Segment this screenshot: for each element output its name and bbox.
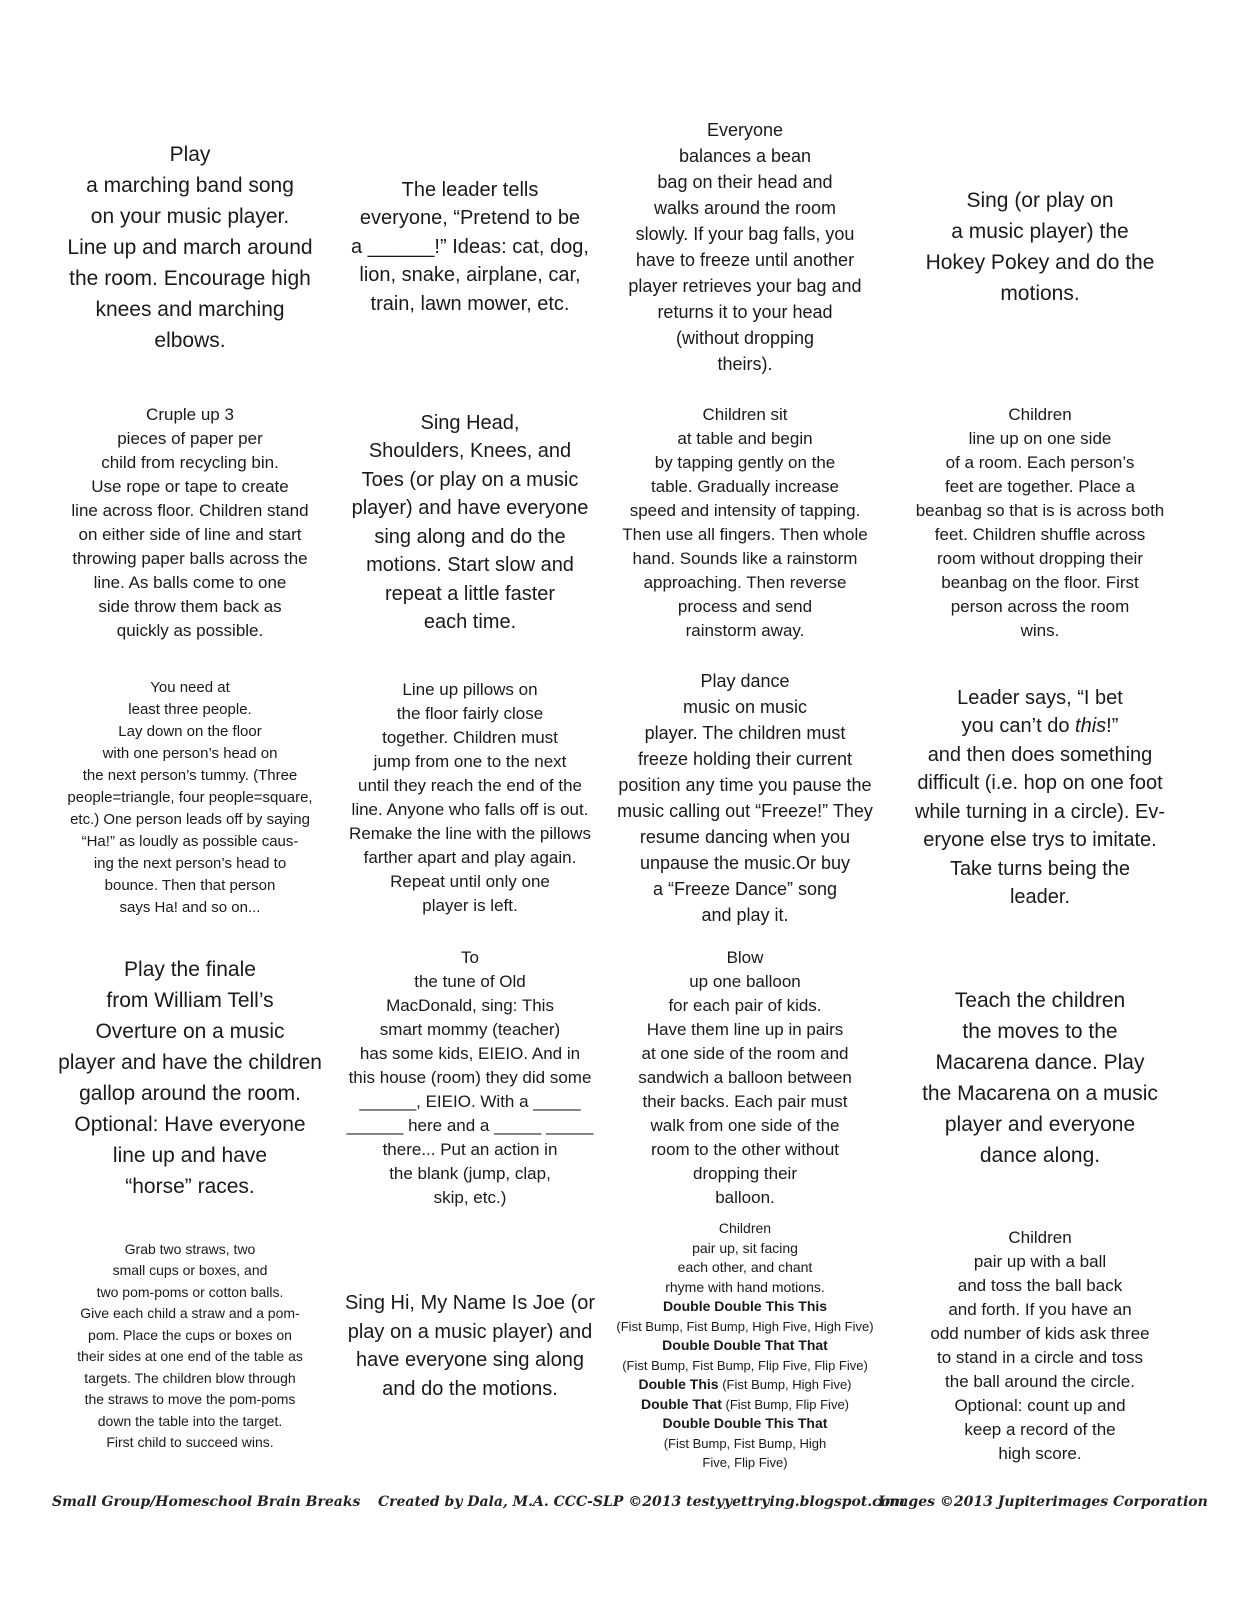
card-hi-joe xyxy=(330,1215,610,1477)
card-line: and do the motions. xyxy=(382,1377,558,1400)
card-i-bet-emphasis: this xyxy=(1075,715,1107,737)
card-line: their sides at one end of the table as xyxy=(77,1348,303,1364)
card-line: Everyone xyxy=(706,120,784,140)
card-line: odd number of kids ask three xyxy=(930,1324,1150,1343)
card-line: beanbag on the floor. First xyxy=(941,572,1139,592)
card-line: the room. Encourage high xyxy=(69,266,311,290)
card-line: Take turns being the xyxy=(949,857,1131,880)
card-line: Line up and march around xyxy=(67,235,313,259)
card-line: unpause the music.Or buy xyxy=(639,852,851,873)
card-rainstorm xyxy=(605,395,885,650)
card-line: have to freeze until another xyxy=(635,250,855,270)
card-line: high score. xyxy=(998,1444,1082,1463)
card-line: side throw them back as xyxy=(98,596,282,616)
card-line: for each pair of kids. xyxy=(668,996,822,1015)
card-line: and toss the ball back xyxy=(957,1276,1123,1295)
card-line: Sing Hi, My Name Is Joe (or xyxy=(344,1292,596,1314)
card-line: returns it to your head xyxy=(657,302,833,322)
card-line: theirs). xyxy=(717,354,773,374)
card-i-bet xyxy=(885,665,1195,930)
card-line: beanbag so that is is across both xyxy=(915,500,1165,520)
card-line: at table and begin xyxy=(677,428,813,448)
card-line: has some kids, EIEIO. And in xyxy=(359,1044,581,1063)
card-line: Blow xyxy=(726,948,764,967)
card-line: line up on one side xyxy=(968,428,1112,448)
card-line: music calling out “Freeze!” They xyxy=(617,800,873,821)
card-line: ing the next person’s head to xyxy=(93,854,287,872)
card-line: Teach the children xyxy=(954,989,1126,1012)
card-line: motions. Start slow and xyxy=(366,554,574,576)
card-line: slowly. If your bag falls, you xyxy=(635,224,855,244)
card-line: pieces of paper per xyxy=(117,428,263,448)
card-line: with one person’s head on xyxy=(102,744,278,762)
chant-line: Double Double This That xyxy=(662,1415,828,1432)
card-line: walk from one side of the xyxy=(650,1116,840,1135)
card-line: position any time you pause the xyxy=(618,774,872,795)
card-line: etc.) One person leads off by saying xyxy=(70,810,310,828)
card-line: the tune of Old xyxy=(414,972,526,991)
card-line: the blank (jump, clap, xyxy=(389,1164,551,1183)
card-line: sandwich a balloon between xyxy=(638,1068,852,1087)
card-line: while turning in a circle). Ev- xyxy=(914,800,1166,823)
card-line: player and everyone xyxy=(944,1113,1136,1136)
card-line: targets. The children blow through xyxy=(84,1369,296,1386)
card-line: Line up pillows on xyxy=(402,679,538,699)
card-line: player retrieves your bag and xyxy=(628,276,862,296)
card-line: the moves to the xyxy=(962,1020,1118,1043)
card-line: there... Put an action in xyxy=(382,1140,558,1159)
card-line: Then use all fingers. Then whole xyxy=(622,524,868,544)
card-line: ______ here and a _____ _____ xyxy=(346,1116,594,1135)
card-ball-toss xyxy=(885,1215,1195,1477)
card-line: Give each child a straw and a pom- xyxy=(80,1305,300,1321)
card-line: line across floor. Children stand xyxy=(71,500,309,520)
card-line: the floor fairly close xyxy=(396,703,544,723)
card-line: “Ha!” as loudly as possible caus- xyxy=(81,832,299,850)
card-line: Play dance xyxy=(700,670,790,691)
card-line: their backs. Each pair must xyxy=(642,1092,848,1111)
card-line: resume dancing when you xyxy=(639,826,851,847)
card-line: The leader tells xyxy=(401,178,539,201)
chant-words: Double This xyxy=(638,1376,719,1393)
card-line: (without dropping xyxy=(675,328,815,348)
card-line: MacDonald, sing: This xyxy=(386,996,554,1015)
card-line: line up and have xyxy=(112,1144,268,1167)
card-line: player and have the children xyxy=(58,1051,322,1074)
card-line: rainstorm away. xyxy=(685,620,805,640)
card-line: by tapping gently on the xyxy=(654,452,836,472)
card-line: at one side of the room and xyxy=(641,1044,849,1063)
card-line: elbows. xyxy=(154,328,226,352)
chant-motions: (Fist Bump, Fist Bump, Flip Five, Flip Five) xyxy=(622,1357,868,1373)
card-line: the straws to move the pom-poms xyxy=(84,1391,296,1407)
card-line: bag on their head and xyxy=(657,172,833,192)
card-line: Lay down on the floor xyxy=(118,722,262,740)
card-line: until they reach the end of the xyxy=(358,775,582,795)
card-line: hand. Sounds like a rainstorm xyxy=(632,548,858,568)
card-line: a marching band song xyxy=(86,173,294,197)
card-line: a “Freeze Dance” song xyxy=(652,878,838,899)
card-line: Play the finale xyxy=(124,958,256,981)
card-line: bounce. Then that person xyxy=(104,876,276,894)
card-line: Children xyxy=(718,1220,772,1237)
chant-line: Double Double That That xyxy=(662,1337,828,1354)
card-line: To xyxy=(461,948,479,967)
card-line: from William Tell’s xyxy=(106,989,274,1012)
card-balloon xyxy=(605,938,885,1218)
card-line: player) and have everyone xyxy=(351,497,589,519)
card-line: Hokey Pokey and do the xyxy=(925,251,1155,274)
card-marching-band xyxy=(40,112,340,382)
card-line: feet are together. Place a xyxy=(945,476,1135,496)
card-i-bet-text: !” xyxy=(1106,715,1119,737)
card-ha-game xyxy=(40,665,340,930)
card-line: skip, etc.) xyxy=(433,1188,507,1207)
card-line: each other, and chant xyxy=(677,1259,813,1276)
card-line: of a room. Each person’s xyxy=(945,452,1135,472)
card-line: player is left. xyxy=(422,895,518,915)
card-line: least three people. xyxy=(128,700,252,718)
card-line: to stand in a circle and toss xyxy=(936,1348,1143,1367)
card-i-bet-line xyxy=(962,712,1119,741)
card-line: Optional: Have everyone xyxy=(74,1113,306,1136)
card-line: on either side of line and start xyxy=(78,524,302,544)
card-line: the next person’s tummy. (Three xyxy=(82,766,298,784)
card-line: the Macarena on a music xyxy=(922,1082,1158,1105)
chant-motions: (Fist Bump, Fist Bump, High Five, High Five) xyxy=(616,1318,874,1334)
card-line: play on a music player) and xyxy=(347,1320,593,1343)
card-line: farther apart and play again. xyxy=(363,847,577,867)
card-i-bet-rest xyxy=(915,741,1165,912)
card-line: wins. xyxy=(1020,620,1060,640)
card-line: feet. Children shuffle across xyxy=(934,524,1146,544)
card-line: quickly as possible. xyxy=(116,620,264,640)
card-line: down the table into the target. xyxy=(97,1412,283,1429)
card-pretend xyxy=(330,112,610,382)
card-line: lion, snake, airplane, car, xyxy=(359,264,581,287)
card-line: repeat a little faster xyxy=(384,582,556,605)
card-line: eryone else trys to imitate. xyxy=(923,829,1157,851)
chant-motions: (Fist Bump, Fist Bump, High xyxy=(663,1435,827,1451)
card-double-chant xyxy=(605,1215,885,1477)
card-line: First child to succeed wins. xyxy=(106,1434,274,1450)
card-line: Overture on a music xyxy=(95,1020,285,1043)
card-line: Have them line up in pairs xyxy=(646,1020,844,1039)
card-line: walks around the room xyxy=(653,198,837,218)
chant-motions: Five, Flip Five) xyxy=(702,1455,788,1471)
card-i-bet-line: Leader says, “I bet xyxy=(957,686,1123,709)
card-line: up one balloon xyxy=(689,972,801,991)
card-line: Sing (or play on xyxy=(966,189,1114,212)
card-line: and forth. If you have an xyxy=(948,1300,1132,1319)
card-line: Macarena dance. Play xyxy=(935,1051,1145,1074)
card-beanbag-feet xyxy=(885,395,1195,650)
card-line: motions. xyxy=(1000,282,1080,305)
card-line: small cups or boxes, and xyxy=(112,1262,268,1278)
card-line: on your music player. xyxy=(90,204,290,228)
chant-intro xyxy=(665,1219,825,1297)
card-line: player. The children must xyxy=(644,722,846,743)
card-line: difficult (i.e. hop on one foot xyxy=(917,772,1163,794)
card-line: a music player) the xyxy=(951,220,1129,243)
card-line: smart mommy (teacher) xyxy=(379,1020,561,1039)
card-line: Optional: count up and xyxy=(954,1396,1126,1415)
card-line: balloon. xyxy=(715,1188,775,1207)
footer-title: Small Group/Homeschool Brain Breaks xyxy=(52,1494,361,1510)
card-line: together. Children must xyxy=(382,727,558,747)
card-line: You need at xyxy=(150,678,230,696)
chant-line xyxy=(638,1375,851,1395)
card-line: balances a bean xyxy=(678,146,812,166)
card-line: everyone, “Pretend to be xyxy=(359,207,581,230)
card-line: pom. Place the cups or boxes on xyxy=(88,1326,292,1343)
card-line: Children xyxy=(1008,404,1072,424)
chant-line: Double Double This This xyxy=(662,1298,828,1315)
card-old-macdonald xyxy=(330,938,610,1218)
card-line: person across the room xyxy=(950,596,1130,616)
card-paper-balls xyxy=(40,395,340,650)
card-line: says Ha! and so on... xyxy=(119,898,261,916)
card-line: pair up with a ball xyxy=(973,1252,1107,1271)
card-line: Repeat until only one xyxy=(390,871,550,891)
card-line: Grab two straws, two xyxy=(124,1240,256,1257)
card-line: train, lawn mower, etc. xyxy=(370,292,570,315)
card-line: approaching. Then reverse xyxy=(643,572,847,592)
card-line: jump from one to the next xyxy=(373,751,567,771)
card-i-bet-text: you can’t do xyxy=(961,715,1076,737)
card-line: dance along. xyxy=(979,1144,1101,1167)
card-line: ______, EIEIO. With a _____ xyxy=(359,1092,581,1111)
card-line: dropping their xyxy=(693,1164,797,1183)
card-line: process and send xyxy=(677,596,813,616)
card-line: Use rope or tape to create xyxy=(91,476,289,496)
card-line: and play it. xyxy=(701,904,789,925)
card-line: music on music xyxy=(682,696,808,717)
card-line: and then does something xyxy=(927,743,1153,766)
card-line: Children xyxy=(1008,1228,1072,1247)
card-line: people=triangle, four people=square, xyxy=(67,788,313,806)
chant-motions: (Fist Bump, High Five) xyxy=(718,1377,852,1393)
chant-motions: (Fist Bump, Flip Five) xyxy=(721,1396,849,1412)
card-freeze-dance xyxy=(605,665,885,930)
card-line: leader. xyxy=(1009,886,1071,908)
card-straws xyxy=(40,1215,340,1477)
card-pillows xyxy=(330,665,610,930)
card-line: a ______!” Ideas: cat, dog, xyxy=(351,235,589,258)
card-line: two pom-poms or cotton balls. xyxy=(96,1283,284,1300)
card-line: pair up, sit facing xyxy=(692,1239,798,1256)
card-line: knees and marching xyxy=(95,297,285,321)
card-hokey-pokey xyxy=(885,112,1195,382)
card-macarena xyxy=(885,938,1195,1218)
card-line: line. As balls come to one xyxy=(93,572,287,592)
footer-image-credit: Images ©2013 Jupiterimages Corporation xyxy=(878,1494,1208,1510)
card-line: Children sit xyxy=(702,404,788,424)
footer-credit: Created by Dala, M.A. CCC-SLP ©2013 testyyettrying.blogspot.com xyxy=(378,1494,905,1510)
chant-line xyxy=(641,1395,849,1415)
card-line: Remake the line with the pillows xyxy=(349,823,591,843)
card-line: throwing paper balls across the xyxy=(72,548,308,568)
card-line: Shoulders, Knees, and xyxy=(368,440,572,462)
card-line: freeze holding their current xyxy=(637,748,853,769)
card-line: sing along and do the xyxy=(374,525,566,548)
card-line: table. Gradually increase xyxy=(650,476,840,496)
card-line: keep a record of the xyxy=(964,1420,1116,1439)
card-line: speed and intensity of tapping. xyxy=(629,500,861,520)
card-beanbag-head xyxy=(605,112,885,382)
card-line: “horse” races. xyxy=(125,1175,255,1198)
card-line: Play xyxy=(169,142,211,166)
chant-words: Double That xyxy=(640,1395,722,1412)
card-line: have everyone sing along xyxy=(356,1349,584,1371)
card-line: this house (room) they did some xyxy=(348,1068,592,1087)
card-line: each time. xyxy=(423,611,517,633)
card-line: rhyme with hand motions. xyxy=(665,1278,825,1295)
card-line: gallop around the room. xyxy=(79,1082,301,1105)
card-head-shoulders xyxy=(330,395,610,650)
card-line: line. Anyone who falls off is out. xyxy=(351,799,589,819)
card-line: room without dropping their xyxy=(936,548,1143,568)
card-line: child from recycling bin. xyxy=(101,452,279,472)
card-line: Cruple up 3 xyxy=(146,404,234,424)
card-line: Toes (or play on a music xyxy=(361,468,579,491)
card-line: the ball around the circle. xyxy=(945,1372,1135,1391)
card-william-tell xyxy=(40,938,340,1218)
card-line: room to the other without xyxy=(650,1140,840,1159)
card-line: Sing Head, xyxy=(420,411,520,434)
